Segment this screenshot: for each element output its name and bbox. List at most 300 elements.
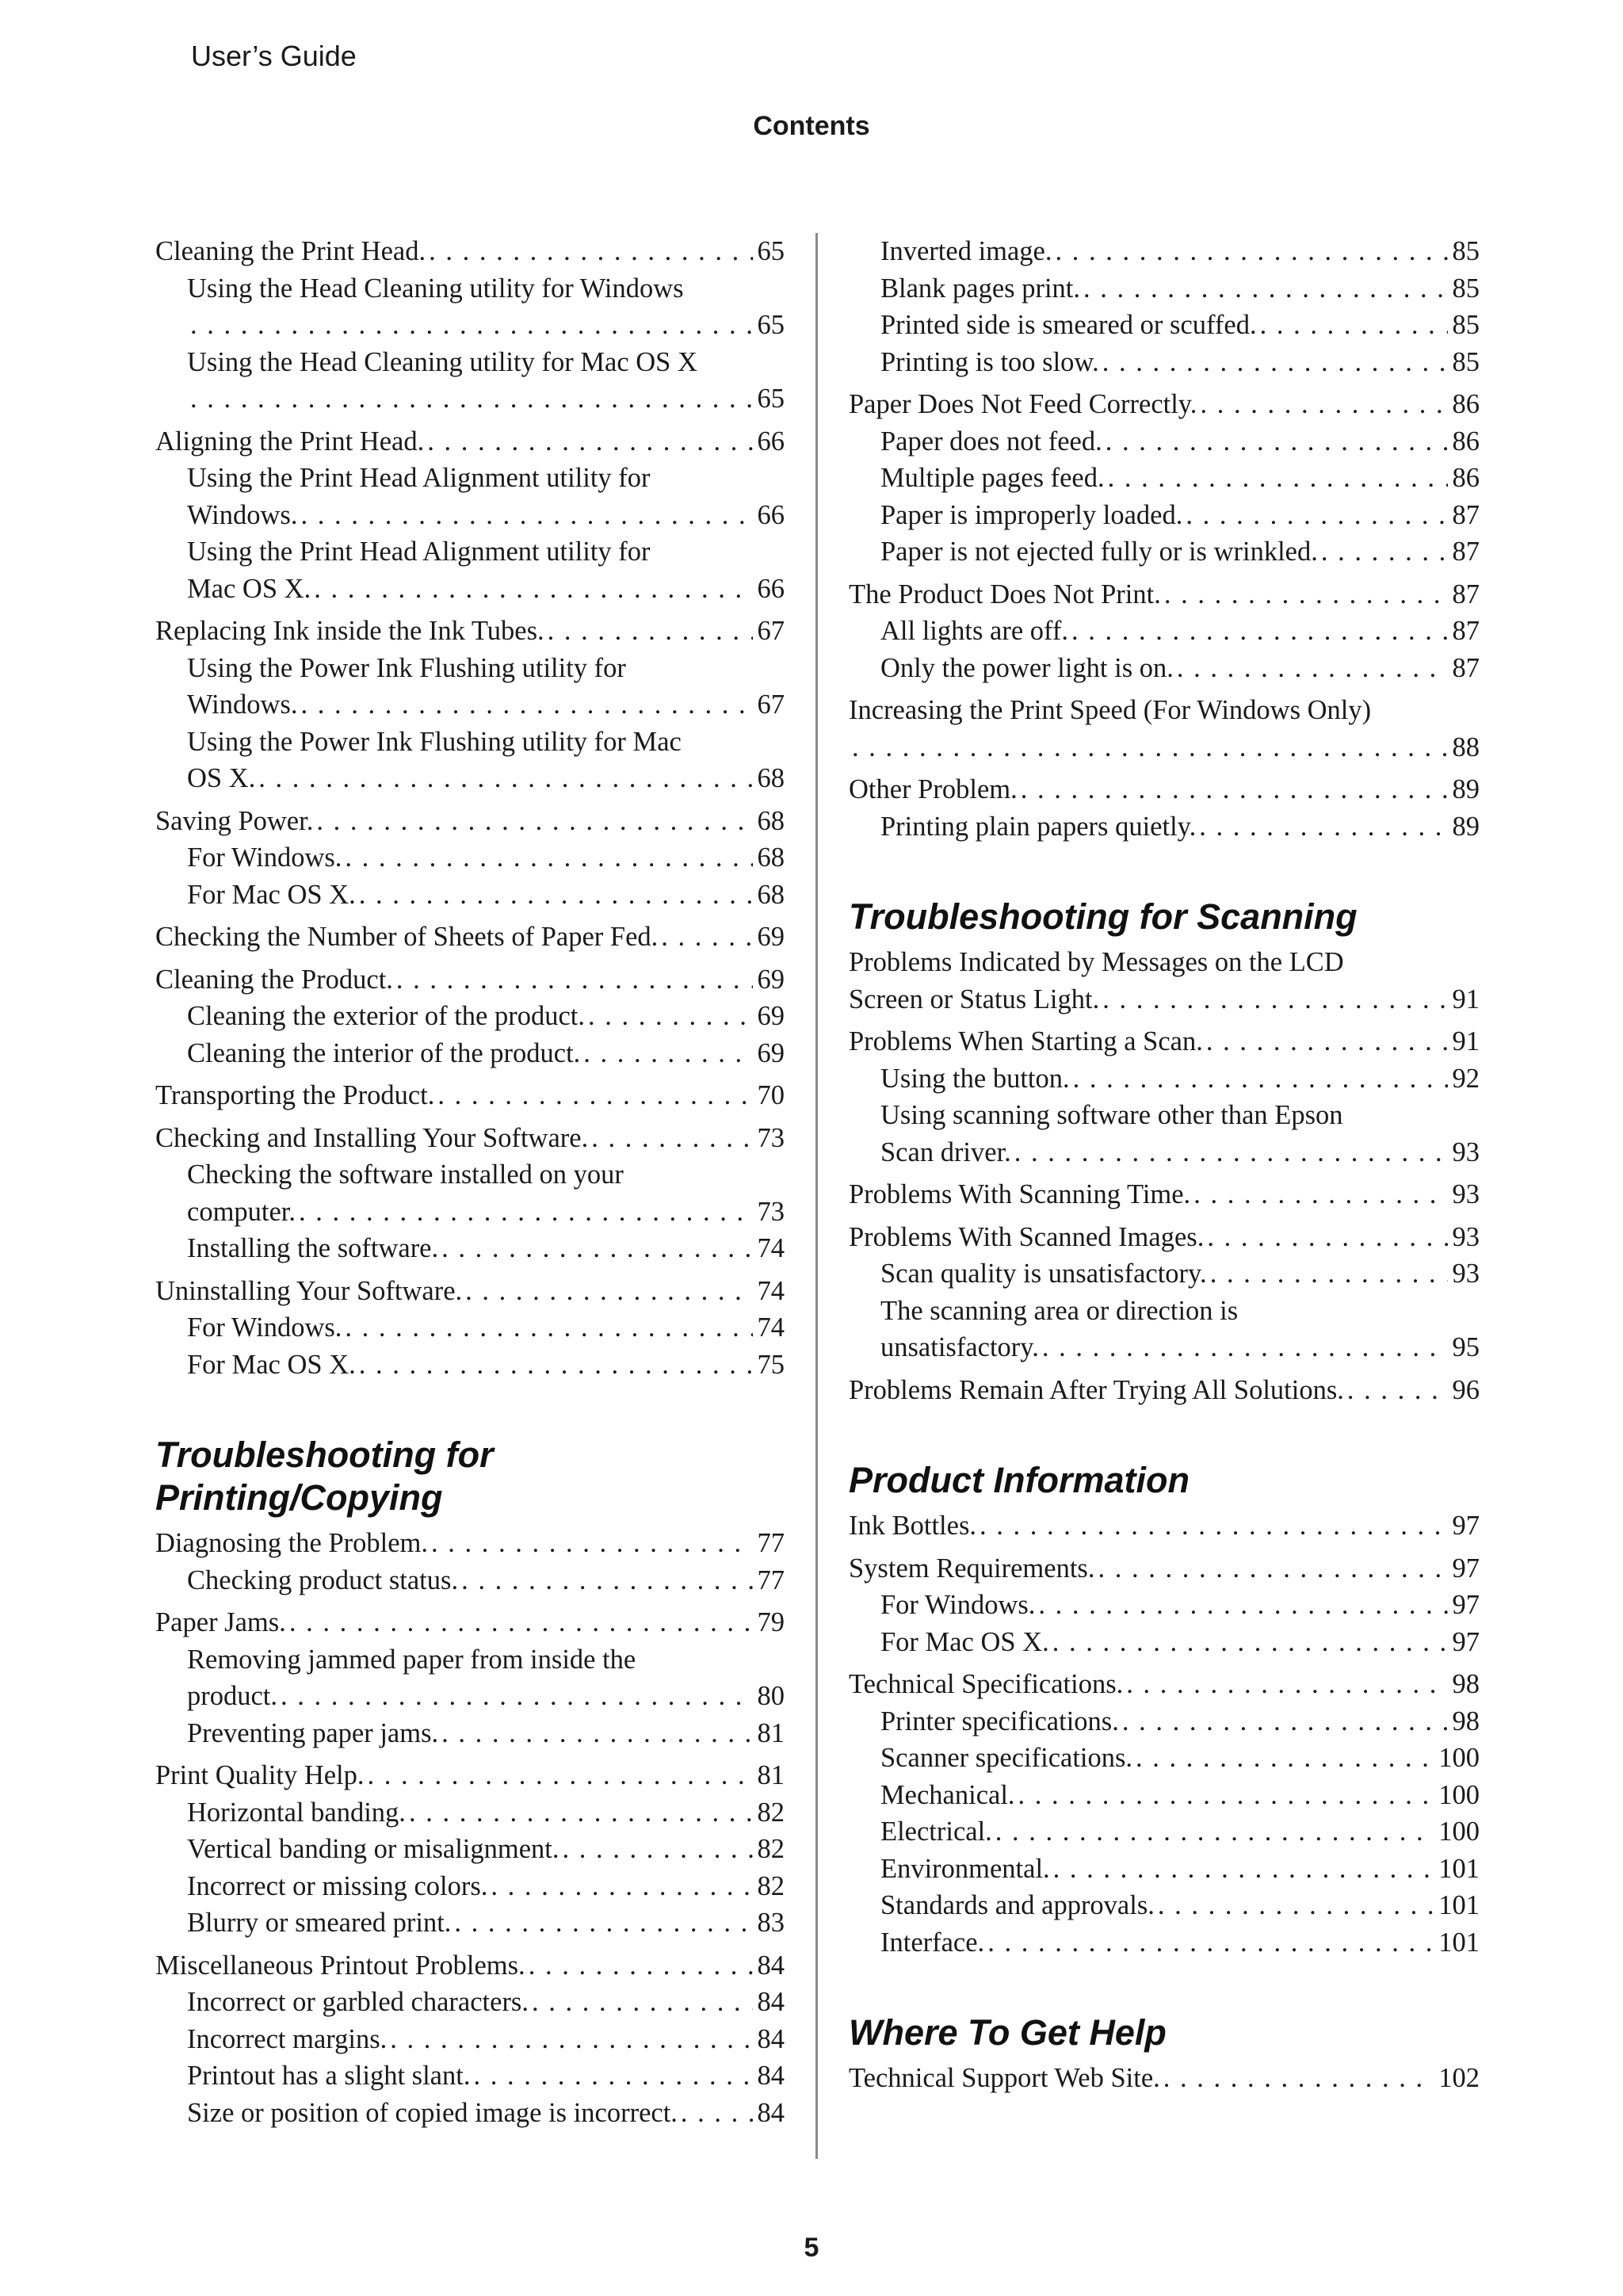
toc-page-number: 85 bbox=[1452, 236, 1480, 266]
toc-page-number: 67 bbox=[757, 616, 785, 646]
toc-entry-title: Cleaning the Print Head. bbox=[155, 236, 426, 266]
toc-entry-removing-jammed-paper-from-inside-the[interactable] bbox=[155, 1641, 785, 1715]
toc-entry-size-or-position-of-copied-image-is-incorrect[interactable] bbox=[155, 2095, 785, 2132]
toc-entry-title: Blank pages print. bbox=[880, 273, 1080, 304]
toc-entry-problems-with-scanning-time[interactable] bbox=[849, 1176, 1480, 1213]
toc-entry-using-the-print-head-alignment-utility-for[interactable] bbox=[155, 460, 785, 533]
dot-leader bbox=[491, 1868, 752, 1905]
toc-entry-title: Paper Does Not Feed Correctly. bbox=[849, 389, 1197, 419]
toc-entry-title: Printout has a slight slant. bbox=[187, 2061, 471, 2091]
toc-entry-installing-the-software[interactable] bbox=[155, 1230, 785, 1267]
toc-entry-checking-and-installing-your-software[interactable] bbox=[155, 1120, 785, 1157]
toc-page-number: 98 bbox=[1452, 1706, 1480, 1736]
dot-leader bbox=[396, 961, 753, 999]
dot-leader bbox=[681, 2095, 753, 2132]
toc-entry-title: Blurry or smeared print. bbox=[187, 1908, 452, 1938]
dot-leader bbox=[299, 1194, 752, 1231]
toc-entry-scan-quality-is-unsatisfactory[interactable] bbox=[849, 1255, 1480, 1293]
toc-page-number: 68 bbox=[757, 805, 785, 836]
toc-entry-title: Standards and approvals. bbox=[880, 1890, 1155, 1920]
toc-entry-title: Using the Power Ink Flushing utility for bbox=[187, 652, 626, 683]
toc-page-number: 77 bbox=[757, 1564, 785, 1595]
toc-page-number: 66 bbox=[757, 573, 785, 604]
toc-entry-title: The scanning area or direction is bbox=[880, 1295, 1239, 1326]
toc-entry-inverted-image[interactable] bbox=[849, 233, 1480, 270]
toc-entry-title: Increasing the Print Speed (For Windows Only) bbox=[849, 695, 1372, 725]
toc-entry-technical-support-web-site[interactable] bbox=[849, 2060, 1480, 2097]
toc-page-number: 75 bbox=[757, 1349, 785, 1380]
toc-entry-scanner-specifications[interactable] bbox=[849, 1740, 1480, 1777]
toc-entry-title: Checking the software installed on your bbox=[187, 1159, 624, 1190]
toc-page-number: 102 bbox=[1438, 2063, 1480, 2093]
toc-entry-title: Checking the Number of Sheets of Paper Fed. bbox=[155, 922, 659, 952]
toc-page-number: 100 bbox=[1438, 1743, 1480, 1773]
toc-entry-title: Using the Print Head Alignment utility for bbox=[187, 463, 651, 493]
toc-entry-title: Paper is improperly loaded. bbox=[880, 499, 1183, 530]
toc-entry-title: Interface. bbox=[880, 1927, 985, 1958]
toc-entry-for-mac-os-x[interactable] bbox=[849, 1624, 1480, 1661]
toc-entry-for-windows[interactable] bbox=[849, 1587, 1480, 1624]
dot-leader bbox=[190, 380, 753, 418]
toc-column-right bbox=[849, 233, 1480, 2097]
toc-entry-title-continued: Mac OS X. bbox=[187, 573, 311, 604]
dot-leader bbox=[583, 1035, 752, 1072]
dot-leader bbox=[1014, 1134, 1448, 1171]
section-heading: Product Information bbox=[849, 1460, 1190, 1500]
toc-entry-title: For Windows. bbox=[880, 1590, 1036, 1620]
toc-entry-paper-does-not-feed[interactable] bbox=[849, 423, 1480, 460]
dot-leader bbox=[1071, 613, 1448, 650]
dot-leader bbox=[1163, 2060, 1434, 2097]
toc-page-number: 70 bbox=[757, 1080, 785, 1110]
toc-page-number: 81 bbox=[757, 1717, 785, 1748]
toc-entry-title: Checking product status. bbox=[187, 1564, 459, 1595]
dot-leader bbox=[588, 998, 752, 1035]
toc-entry-paper-is-improperly-loaded[interactable] bbox=[849, 497, 1480, 534]
toc-page-number: 69 bbox=[757, 1037, 785, 1068]
dot-leader bbox=[441, 1230, 752, 1267]
toc-entry-incorrect-or-missing-colors[interactable] bbox=[155, 1868, 785, 1905]
toc-entry-cleaning-the-print-head[interactable] bbox=[155, 233, 785, 270]
toc-entry-for-windows[interactable] bbox=[155, 1309, 785, 1347]
toc-entry-cleaning-the-exterior-of-the-product[interactable] bbox=[155, 998, 785, 1035]
dot-leader bbox=[345, 839, 752, 877]
toc-entry-title: Printing is too slow. bbox=[880, 346, 1099, 377]
toc-entry-title: Technical Support Web Site. bbox=[849, 2063, 1160, 2093]
toc-entry-problems-when-starting-a-scan[interactable] bbox=[849, 1023, 1480, 1060]
toc-entry-title: Printed side is smeared or scuffed. bbox=[880, 310, 1257, 340]
toc-entry-printing-is-too-slow[interactable] bbox=[849, 344, 1480, 381]
toc-entry-title: Other Problem. bbox=[849, 774, 1018, 804]
toc-entry-using-the-power-ink-flushing-utility-for-mac[interactable] bbox=[155, 724, 785, 797]
toc-entry-horizontal-banding[interactable] bbox=[155, 1794, 785, 1832]
toc-entry-blank-pages-print[interactable] bbox=[849, 270, 1480, 308]
dot-leader bbox=[591, 1120, 752, 1157]
toc-entry-uninstalling-your-software[interactable] bbox=[155, 1273, 785, 1310]
dot-leader bbox=[529, 1947, 753, 1985]
toc-entry-cleaning-the-product[interactable] bbox=[155, 961, 785, 999]
toc-page-number: 89 bbox=[1452, 811, 1480, 842]
toc-entry-using-scanning-software-other-than-epson[interactable] bbox=[849, 1097, 1480, 1171]
toc-entry-title: For Mac OS X. bbox=[187, 879, 356, 910]
toc-page-number: 87 bbox=[1452, 499, 1480, 530]
toc-entry-cleaning-the-interior-of-the-product[interactable] bbox=[155, 1035, 785, 1072]
dot-leader bbox=[980, 1507, 1448, 1545]
toc-page-number: 88 bbox=[1452, 732, 1480, 762]
dot-leader bbox=[427, 423, 752, 460]
dot-leader bbox=[1053, 1851, 1434, 1888]
toc-page-number: 89 bbox=[1452, 774, 1480, 804]
dot-leader bbox=[1177, 650, 1448, 687]
toc-entry-printout-has-a-slight-slant[interactable] bbox=[155, 2057, 785, 2095]
toc-entry-paper-jams[interactable] bbox=[155, 1604, 785, 1641]
toc-entry-vertical-banding-or-misalignment[interactable] bbox=[155, 1831, 785, 1868]
toc-page-number: 93 bbox=[1452, 1137, 1480, 1167]
toc-entry-title: Cleaning the Product. bbox=[155, 964, 393, 995]
toc-entry-title: Vertical banding or misalignment. bbox=[187, 1834, 559, 1864]
toc-entry-title: Scan quality is unsatisfactory. bbox=[880, 1259, 1207, 1289]
toc-page-number: 84 bbox=[757, 1987, 785, 2017]
toc-page-number: 86 bbox=[1452, 463, 1480, 493]
toc-entry-title: Environmental. bbox=[880, 1853, 1050, 1884]
toc-entry-title: For Mac OS X. bbox=[880, 1626, 1049, 1657]
toc-entry-diagnosing-the-problem[interactable] bbox=[155, 1525, 785, 1562]
toc-entry-interface[interactable] bbox=[849, 1924, 1480, 1962]
toc-entry-using-the-head-cleaning-utility-for-mac-os-x[interactable] bbox=[155, 344, 785, 418]
toc-page-number: 84 bbox=[757, 2023, 785, 2054]
dot-leader bbox=[314, 571, 752, 608]
page-title: Contents bbox=[753, 111, 870, 141]
section-heading: Troubleshooting for Printing/Copying bbox=[155, 1435, 494, 1518]
toc-entry-other-problem[interactable] bbox=[849, 771, 1480, 808]
toc-page-number: 73 bbox=[757, 1122, 785, 1153]
dot-leader bbox=[359, 877, 753, 914]
toc-entry-for-mac-os-x[interactable] bbox=[155, 877, 785, 914]
dot-leader bbox=[1186, 497, 1447, 534]
toc-page-number: 93 bbox=[1452, 1179, 1480, 1209]
dot-leader bbox=[995, 1813, 1434, 1851]
toc-entry-the-product-does-not-print[interactable] bbox=[849, 576, 1480, 613]
toc-page-number: 69 bbox=[757, 1001, 785, 1031]
toc-entry-title: Inverted image. bbox=[880, 236, 1052, 266]
toc-entry-title: For Windows. bbox=[187, 1312, 342, 1343]
toc-page-number: 93 bbox=[1452, 1221, 1480, 1252]
toc-entry-title: Miscellaneous Printout Problems. bbox=[155, 1950, 525, 1981]
dot-leader bbox=[431, 1525, 752, 1562]
dot-leader bbox=[473, 2057, 752, 2095]
dot-leader bbox=[300, 497, 752, 534]
toc-entry-title: Using the Head Cleaning utility for Windows bbox=[187, 273, 684, 304]
toc-page-number: 84 bbox=[757, 2097, 785, 2128]
toc-page-number: 93 bbox=[1452, 1259, 1480, 1289]
dot-leader bbox=[289, 1604, 753, 1641]
toc-entry-title: Paper Jams. bbox=[155, 1607, 286, 1637]
toc-entry-print-quality-help[interactable] bbox=[155, 1757, 785, 1794]
toc-entry-title: Using scanning software other than Epson bbox=[880, 1100, 1343, 1130]
toc-entry-title: Uninstalling Your Software. bbox=[155, 1275, 463, 1306]
toc-entry-standards-and-approvals[interactable] bbox=[849, 1887, 1480, 1924]
toc-entry-title: Removing jammed paper from inside the bbox=[187, 1644, 636, 1675]
dot-leader bbox=[852, 729, 1448, 766]
toc-page-number: 92 bbox=[1452, 1063, 1480, 1094]
toc-entry-multiple-pages-feed[interactable] bbox=[849, 460, 1480, 497]
toc-page-number: 87 bbox=[1452, 579, 1480, 609]
toc-entry-title: Horizontal banding. bbox=[187, 1797, 406, 1828]
toc-entry-title-continued: computer. bbox=[187, 1196, 296, 1227]
toc-entry-title: Problems When Starting a Scan. bbox=[849, 1026, 1203, 1056]
toc-entry-title: Paper is not ejected fully or is wrinkled. bbox=[880, 537, 1318, 567]
toc-page-number: 85 bbox=[1452, 346, 1480, 377]
toc-page-number: 73 bbox=[757, 1196, 785, 1227]
dot-leader bbox=[1108, 460, 1448, 497]
dot-leader bbox=[661, 919, 752, 956]
toc-entry-transporting-the-product[interactable] bbox=[155, 1077, 785, 1114]
toc-entry-using-the-head-cleaning-utility-for-windows[interactable] bbox=[155, 270, 785, 344]
toc-entry-using-the-button[interactable] bbox=[849, 1060, 1480, 1098]
toc-entry-title: Problems Remain After Trying All Solutions. bbox=[849, 1374, 1344, 1405]
dot-leader bbox=[1042, 1329, 1448, 1366]
toc-entry-title: Paper does not feed. bbox=[880, 426, 1102, 457]
toc-entry-incorrect-margins[interactable] bbox=[155, 2021, 785, 2058]
toc-page-number: 97 bbox=[1452, 1626, 1480, 1657]
dot-leader bbox=[437, 1077, 752, 1114]
toc-page-number: 96 bbox=[1452, 1374, 1480, 1405]
toc-entry-mechanical[interactable] bbox=[849, 1777, 1480, 1814]
dot-leader bbox=[461, 1562, 752, 1599]
toc-entry-title: Replacing Ink inside the Ink Tubes. bbox=[155, 616, 544, 646]
toc-page-number: 87 bbox=[1452, 537, 1480, 567]
toc-page-number: 77 bbox=[757, 1528, 785, 1558]
toc-page-number: 91 bbox=[1452, 1026, 1480, 1056]
dot-leader bbox=[465, 1273, 752, 1310]
toc-page-number: 91 bbox=[1452, 984, 1480, 1014]
toc-page-number: 98 bbox=[1452, 1669, 1480, 1699]
toc-page-number: 83 bbox=[757, 1908, 785, 1938]
dot-leader bbox=[441, 1715, 752, 1752]
toc-entry-paper-is-not-ejected-fully-or-is-wrinkled[interactable] bbox=[849, 533, 1480, 571]
dot-leader bbox=[1122, 1703, 1448, 1740]
dot-leader bbox=[562, 1831, 752, 1868]
toc-entry-printing-plain-papers-quietly[interactable] bbox=[849, 808, 1480, 846]
toc-entry-title: Aligning the Print Head. bbox=[155, 426, 425, 457]
toc-page-number: 74 bbox=[757, 1275, 785, 1306]
dot-leader bbox=[1347, 1372, 1448, 1409]
toc-page-number: 86 bbox=[1452, 426, 1480, 457]
document-title: User’s Guide bbox=[191, 40, 357, 72]
dot-leader bbox=[190, 307, 753, 344]
dot-leader bbox=[1102, 981, 1447, 1018]
toc-page-number: 97 bbox=[1452, 1511, 1480, 1541]
toc-page-number: 69 bbox=[757, 964, 785, 995]
dot-leader bbox=[1164, 576, 1448, 613]
dot-leader bbox=[1052, 1624, 1448, 1661]
toc-entry-title: Installing the software. bbox=[187, 1233, 439, 1263]
dot-leader bbox=[1021, 771, 1448, 808]
toc-entry-title-continued: Windows. bbox=[187, 690, 298, 720]
toc-entry-title: Diagnosing the Problem. bbox=[155, 1528, 429, 1558]
toc-entry-miscellaneous-printout-problems[interactable] bbox=[155, 1947, 785, 1985]
toc-entry-paper-does-not-feed-correctly[interactable] bbox=[849, 386, 1480, 423]
toc-page-number: 101 bbox=[1438, 1927, 1480, 1958]
toc-entry-system-requirements[interactable] bbox=[849, 1550, 1480, 1587]
toc-page-number: 97 bbox=[1452, 1553, 1480, 1584]
toc-entry-title-continued: Windows. bbox=[187, 499, 298, 530]
dot-leader bbox=[368, 1757, 753, 1794]
toc-page-number: 101 bbox=[1438, 1853, 1480, 1884]
dot-leader bbox=[409, 1794, 753, 1832]
toc-entry-title: Mechanical. bbox=[880, 1779, 1015, 1810]
dot-leader bbox=[987, 1924, 1434, 1962]
toc-page-number: 95 bbox=[1452, 1332, 1480, 1362]
toc-column-left bbox=[155, 233, 785, 2131]
toc-entry-using-the-power-ink-flushing-utility-for[interactable] bbox=[155, 650, 785, 724]
toc-page-number: 65 bbox=[757, 384, 785, 414]
dot-leader bbox=[1158, 1887, 1434, 1924]
toc-entry-preventing-paper-jams[interactable] bbox=[155, 1715, 785, 1752]
toc-entry-title: Incorrect margins. bbox=[187, 2023, 388, 2054]
toc-page-number: 74 bbox=[757, 1312, 785, 1343]
toc-entry-problems-indicated-by-messages-on-the-lcd[interactable] bbox=[849, 944, 1480, 1018]
dot-leader bbox=[1073, 1060, 1448, 1098]
toc-entry-electrical[interactable] bbox=[849, 1813, 1480, 1851]
toc-entry-using-the-print-head-alignment-utility-for[interactable] bbox=[155, 533, 785, 607]
dot-leader bbox=[1260, 307, 1448, 344]
section-heading: Troubleshooting for Scanning bbox=[849, 896, 1358, 937]
dot-leader bbox=[359, 1347, 753, 1384]
toc-page-number: 82 bbox=[757, 1834, 785, 1864]
toc-entry-only-the-power-light-is-on[interactable] bbox=[849, 650, 1480, 687]
toc-entry-title: Cleaning the interior of the product. bbox=[187, 1037, 581, 1068]
toc-page-number: 82 bbox=[757, 1797, 785, 1828]
dot-leader bbox=[429, 233, 752, 270]
dot-leader bbox=[1200, 386, 1447, 423]
dot-leader bbox=[1136, 1740, 1434, 1777]
toc-page-number: 85 bbox=[1452, 310, 1480, 340]
toc-page-number: 66 bbox=[757, 499, 785, 530]
toc-entry-printed-side-is-smeared-or-scuffed[interactable] bbox=[849, 307, 1480, 344]
column-divider bbox=[815, 233, 818, 2159]
toc-entry-title: Ink Bottles. bbox=[849, 1511, 976, 1541]
toc-entry-title: Cleaning the exterior of the product. bbox=[187, 1001, 586, 1031]
page-number: 5 bbox=[804, 2233, 819, 2263]
dot-leader bbox=[1206, 1023, 1448, 1060]
toc-page-number: 68 bbox=[757, 879, 785, 910]
toc-entry-checking-the-software-installed-on-your[interactable] bbox=[155, 1156, 785, 1230]
toc-entry-title: Problems Indicated by Messages on the LCD bbox=[849, 947, 1344, 977]
dot-leader bbox=[1210, 1255, 1448, 1293]
toc-entry-problems-remain-after-trying-all-solutions[interactable] bbox=[849, 1372, 1480, 1409]
toc-entry-title: Preventing paper jams. bbox=[187, 1717, 439, 1748]
toc-entry-title: Checking and Installing Your Software. bbox=[155, 1122, 589, 1153]
dot-leader bbox=[1126, 1666, 1447, 1703]
toc-entry-title-continued: product. bbox=[187, 1681, 278, 1711]
toc-page-number: 68 bbox=[757, 763, 785, 793]
toc-entry-title: Using the Power Ink Flushing utility for Mac bbox=[187, 726, 682, 757]
toc-entry-the-scanning-area-or-direction-is[interactable] bbox=[849, 1293, 1480, 1366]
toc-page-number: 84 bbox=[757, 2061, 785, 2091]
toc-entry-increasing-the-print-speed-for-windows-only[interactable] bbox=[849, 692, 1480, 766]
toc-entry-saving-power[interactable] bbox=[155, 803, 785, 840]
dot-leader bbox=[1083, 270, 1448, 308]
toc-entry-title-continued: Screen or Status Light. bbox=[849, 984, 1100, 1014]
dot-leader bbox=[258, 760, 752, 797]
dot-leader bbox=[1199, 808, 1447, 846]
toc-entry-replacing-ink-inside-the-ink-tubes[interactable] bbox=[155, 613, 785, 650]
dot-leader bbox=[1193, 1176, 1447, 1213]
dot-leader bbox=[316, 803, 752, 840]
toc-entry-title: Size or position of copied image is incorrect. bbox=[187, 2097, 678, 2128]
toc-entry-title-continued: unsatisfactory. bbox=[880, 1332, 1039, 1362]
toc-entry-aligning-the-print-head[interactable] bbox=[155, 423, 785, 460]
toc-entry-ink-bottles[interactable] bbox=[849, 1507, 1480, 1545]
toc-entry-title: Only the power light is on. bbox=[880, 652, 1174, 683]
toc-entry-checking-the-number-of-sheets-of-paper-fed[interactable] bbox=[155, 919, 785, 956]
toc-page-number: 101 bbox=[1438, 1890, 1480, 1920]
toc-entry-title: Using the button. bbox=[880, 1063, 1070, 1094]
toc-entry-title-continued: OS X. bbox=[187, 763, 256, 793]
toc-page-number: 65 bbox=[757, 236, 785, 266]
toc-entry-checking-product-status[interactable] bbox=[155, 1562, 785, 1599]
toc-entry-environmental[interactable] bbox=[849, 1851, 1480, 1888]
toc-page-number: 81 bbox=[757, 1760, 785, 1790]
toc-page-number: 66 bbox=[757, 426, 785, 457]
toc-page-number: 100 bbox=[1438, 1817, 1480, 1847]
toc-entry-technical-specifications[interactable] bbox=[849, 1666, 1480, 1703]
toc-entry-title: Technical Specifications. bbox=[849, 1669, 1124, 1699]
toc-entry-title: For Windows. bbox=[187, 842, 342, 873]
toc-entry-title: For Mac OS X. bbox=[187, 1349, 356, 1380]
dot-leader bbox=[281, 1678, 752, 1715]
toc-entry-title: Multiple pages feed. bbox=[880, 463, 1105, 493]
toc-page-number: 82 bbox=[757, 1870, 785, 1901]
toc-entry-title-continued: Scan driver. bbox=[880, 1137, 1011, 1167]
toc-page-number: 79 bbox=[757, 1607, 785, 1637]
dot-leader bbox=[1321, 533, 1448, 571]
toc-page-number: 74 bbox=[757, 1233, 785, 1263]
toc-entry-title: Incorrect or missing colors. bbox=[187, 1870, 488, 1901]
toc-entry-title: Using the Head Cleaning utility for Mac OS X bbox=[187, 346, 697, 377]
toc-entry-title: All lights are off. bbox=[880, 616, 1068, 646]
toc-page-number: 100 bbox=[1438, 1779, 1480, 1810]
toc-entry-for-windows[interactable] bbox=[155, 839, 785, 877]
toc-page-number: 67 bbox=[757, 690, 785, 720]
toc-page-number: 97 bbox=[1452, 1590, 1480, 1620]
toc-page-number: 68 bbox=[757, 842, 785, 873]
toc-entry-blurry-or-smeared-print[interactable] bbox=[155, 1904, 785, 1942]
toc-entry-printer-specifications[interactable] bbox=[849, 1703, 1480, 1740]
toc-page-number: 86 bbox=[1452, 389, 1480, 419]
dot-leader bbox=[1055, 233, 1447, 270]
dot-leader bbox=[532, 1984, 753, 2021]
toc-entry-title: System Requirements. bbox=[849, 1553, 1095, 1584]
toc-entry-title: Print Quality Help. bbox=[155, 1760, 365, 1790]
dot-leader bbox=[454, 1904, 752, 1942]
toc-page-number: 69 bbox=[757, 922, 785, 952]
dot-leader bbox=[1018, 1777, 1434, 1814]
toc-entry-incorrect-or-garbled-characters[interactable] bbox=[155, 1984, 785, 2021]
section-heading: Where To Get Help bbox=[849, 2012, 1167, 2053]
toc-entry-title: Incorrect or garbled characters. bbox=[187, 1987, 529, 2017]
toc-entry-title: Transporting the Product. bbox=[155, 1080, 435, 1110]
toc-page-number: 84 bbox=[757, 1950, 785, 1981]
toc-entry-for-mac-os-x[interactable] bbox=[155, 1347, 785, 1384]
toc-entry-title: Problems With Scanned Images. bbox=[849, 1221, 1205, 1252]
toc-entry-problems-with-scanned-images[interactable] bbox=[849, 1219, 1480, 1256]
toc-page-number: 85 bbox=[1452, 273, 1480, 304]
toc-entry-title: Printing plain papers quietly. bbox=[880, 811, 1197, 842]
toc-entry-all-lights-are-off[interactable] bbox=[849, 613, 1480, 650]
dot-leader bbox=[1098, 1550, 1447, 1587]
